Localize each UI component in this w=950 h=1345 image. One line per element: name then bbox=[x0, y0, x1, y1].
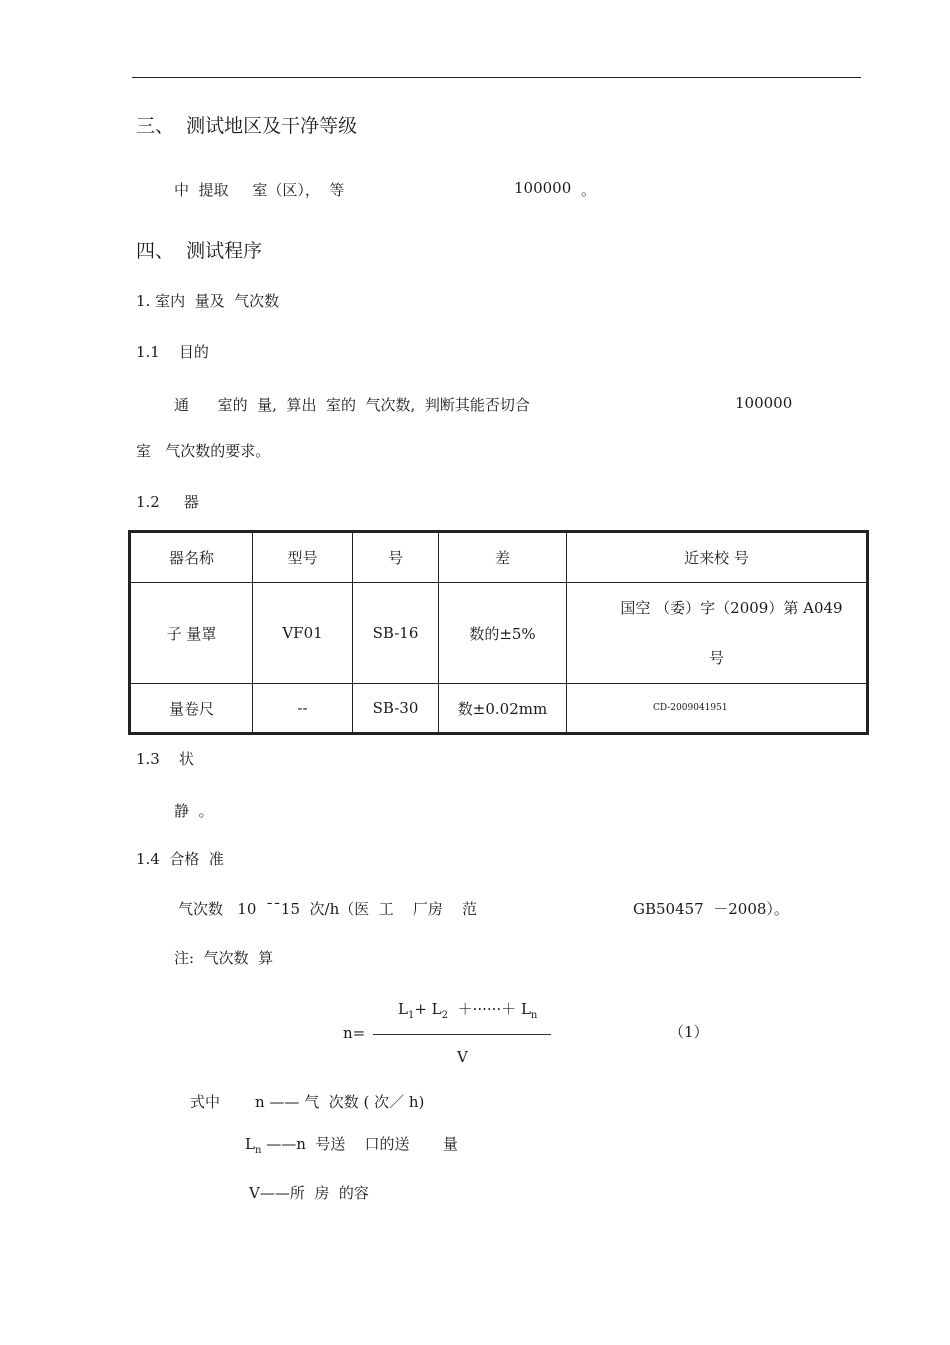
subsection-1-4: 1.4 合格 准 bbox=[136, 850, 224, 868]
table-header: 近来校 号 bbox=[567, 532, 868, 583]
table-header: 型号 bbox=[253, 532, 353, 583]
table-cell bbox=[567, 583, 868, 684]
where-V: V——所 房 的容 bbox=[249, 1184, 369, 1202]
state-text: 静 。 bbox=[174, 802, 214, 820]
table-cell: CD-2009041951 bbox=[567, 684, 868, 734]
table-cell: SB-16 bbox=[353, 583, 439, 684]
subsection-1-2: 1.2 器 bbox=[136, 493, 199, 511]
criterion-text: 气次数 10 ¯¯15 次/h（医 工 厂房 范 bbox=[178, 900, 477, 918]
calibration-no-line2: 号 bbox=[708, 649, 724, 667]
note-text: 注: 气次数 算 bbox=[174, 949, 274, 967]
criterion-standard: GB50457 －2008）。 bbox=[633, 900, 789, 918]
table-cell: 量卷尺 bbox=[130, 684, 253, 734]
section-3-value: 100000 bbox=[514, 179, 572, 197]
section-3-end: 。 bbox=[581, 181, 597, 199]
formula-lhs: n= bbox=[343, 1024, 366, 1042]
section-4-heading: 四、 测试程序 bbox=[136, 240, 263, 262]
equation-number: （1） bbox=[669, 1023, 709, 1041]
where-L: $L_n$ ——n 号送 口的送 量 bbox=[245, 1135, 458, 1156]
section-3-heading: 三、 测试地区及干净等级 bbox=[136, 115, 358, 137]
table-cell: 子 量罩 bbox=[130, 583, 253, 684]
subsection-1-3: 1.3 状 bbox=[136, 750, 194, 768]
formula-denominator: V bbox=[457, 1048, 468, 1066]
table-header-row bbox=[130, 532, 868, 583]
where-label: 式中 bbox=[190, 1093, 221, 1111]
purpose-value: 100000 bbox=[735, 394, 793, 412]
purpose-text-cont: 室 气次数的要求。 bbox=[136, 442, 271, 460]
table-header: 差 bbox=[439, 532, 567, 583]
subsection-1-1: 1.1 目的 bbox=[136, 343, 209, 361]
where-n: n —— 气 次数 ( 次／ h) bbox=[255, 1093, 425, 1111]
purpose-text: 通 室的 量, 算出 室的 气次数, 判断其能否切合 bbox=[174, 396, 530, 414]
table-cell: SB-30 bbox=[353, 684, 439, 734]
table-cell: -- bbox=[253, 684, 353, 734]
calibration-no-line1: 国空 （委）字（2009）第 A049 bbox=[620, 599, 843, 617]
table-row bbox=[130, 684, 868, 734]
subsection-1: 1. 室内 量及 气次数 bbox=[136, 292, 280, 310]
table-cell: 数的±5% bbox=[439, 583, 567, 684]
header-rule bbox=[132, 77, 861, 78]
table-row bbox=[130, 583, 868, 684]
instrument-table bbox=[128, 530, 869, 735]
formula-numerator: $L_1+ L_2$ ＋······＋ $L_n$ bbox=[398, 1000, 538, 1021]
fraction-bar bbox=[373, 1034, 551, 1035]
table-header: 器名称 bbox=[130, 532, 253, 583]
table-cell: 数±0.02mm bbox=[439, 684, 567, 734]
table-cell: VF01 bbox=[253, 583, 353, 684]
section-3-line: 中 提取 室（区）， 等 bbox=[174, 181, 345, 199]
table-header: 号 bbox=[353, 532, 439, 583]
